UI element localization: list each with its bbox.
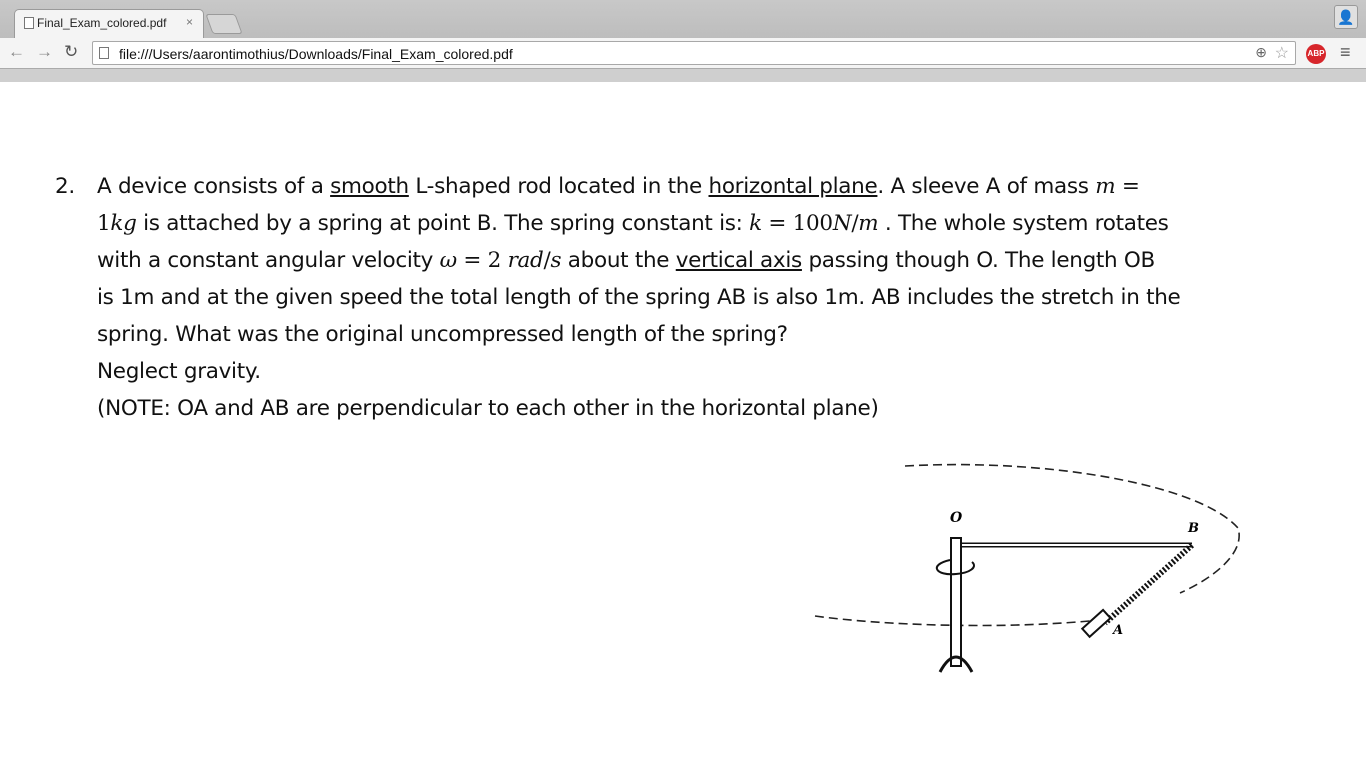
page-icon [99,47,109,59]
problem-line-4: is 1m and at the given speed the total length of the spring AB is also 1m. AB includes the stretch in the [97,285,1181,310]
tab-strip [0,0,1366,38]
problem-line-3: with a constant angular velocity ω = 2 rad/s about the vertical axis passing though O. The length OB [97,248,1155,273]
profile-icon[interactable]: 👤 [1334,5,1358,29]
problem-line-7: (NOTE: OA and AB are perpendicular to each other in the horizontal plane) [97,396,879,421]
document-icon [24,17,34,29]
problem-number: 2. [55,174,75,199]
tab-title: Final_Exam_colored.pdf [37,16,167,30]
bookmark-star-icon[interactable]: ☆ [1274,45,1289,62]
zoom-icon[interactable]: ⊕ [1255,44,1267,60]
problem-line-5: spring. What was the original uncompressed length of the spring? [97,322,788,347]
reload-button[interactable]: ↻ [64,42,79,61]
label-o: O [950,510,963,526]
rotating-rod-diagram [800,450,1260,690]
address-bar[interactable] [92,41,1296,65]
back-button[interactable]: ← [8,42,25,61]
adblock-icon[interactable]: ABP [1306,44,1326,64]
problem-line-6: Neglect gravity. [97,359,261,384]
spring-ab [1105,545,1192,623]
url-text: file:///Users/aarontimothius/Downloads/Final_Exam_colored.pdf [119,46,513,62]
new-tab-button[interactable] [205,14,242,34]
problem-line-1: A device consists of a smooth L-shaped rod located in the horizontal plane. A sleeve A of mass m = [97,174,1140,199]
label-a: A [1113,623,1124,638]
viewer-border [0,69,1366,82]
vertical-shaft [951,538,961,666]
label-b: B [1188,521,1199,536]
browser-toolbar [0,38,1366,69]
forward-button[interactable]: → [36,42,53,61]
menu-icon[interactable]: ≡ [1340,42,1351,62]
tab-pdf[interactable] [14,9,204,38]
tab-close-button[interactable]: × [185,15,193,29]
problem-line-2: 1kg is attached by a spring at point B. The spring constant is: k = 100N/m . The whole system rotates [97,211,1169,236]
